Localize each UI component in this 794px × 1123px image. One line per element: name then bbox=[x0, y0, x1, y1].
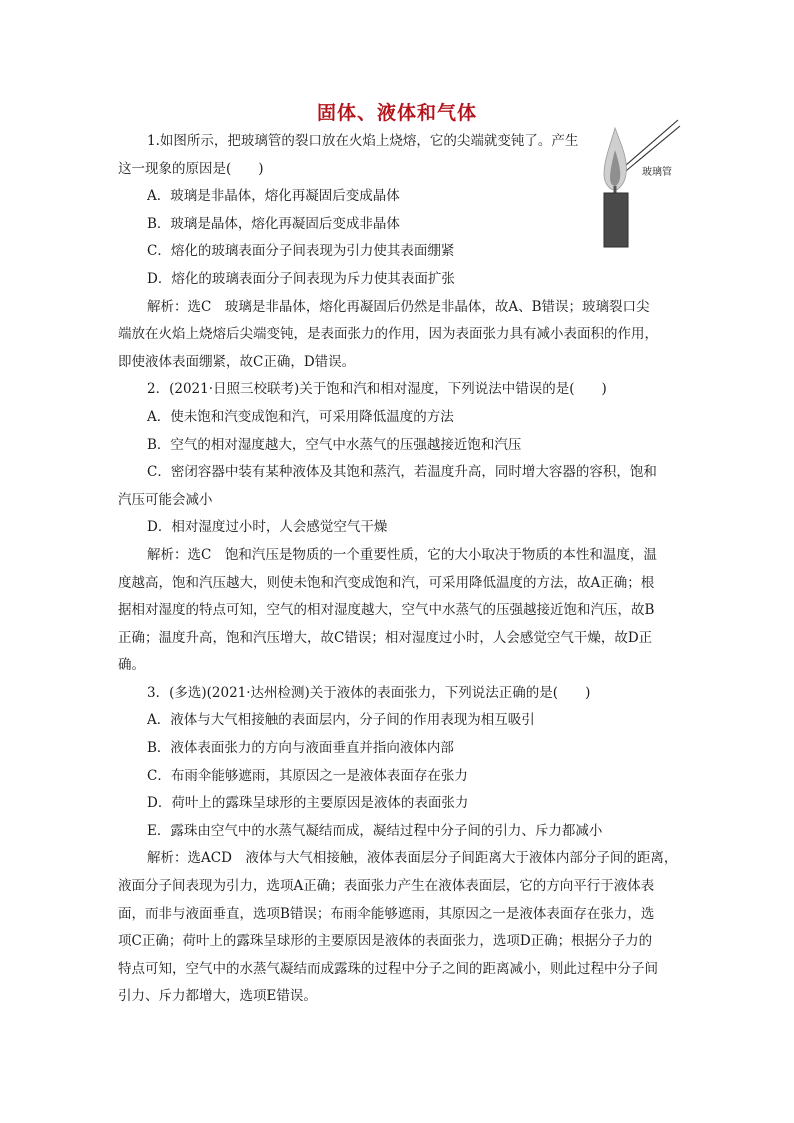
q3-answer-line-4: 项C正确；荷叶上的露珠呈球形的主要原因是液体的表面张力，选项D正确；根据分子力的 bbox=[118, 933, 653, 950]
q1-answer-line-3: 即使液体表面绷紧，故C正确，D错误。 bbox=[118, 353, 356, 370]
question-2 bbox=[118, 376, 678, 680]
q2-answer-line-1: 解析：选C 饱和汽压是物质的一个重要性质，它的大小取决于物质的本性和温度，温 bbox=[147, 546, 657, 563]
q3-option-d: D．荷叶上的露珠呈球形的主要原因是液体的表面张力 bbox=[147, 795, 469, 812]
q3-option-e: E．露珠由空气中的水蒸气凝结而成，凝结过程中分子间的引力、斥力都减小 bbox=[147, 822, 603, 839]
q1-answer-line-2: 端放在火焰上烧熔后尖端变钝，是表面张力的作用，因为表面张力具有减小表面积的作用， bbox=[118, 326, 658, 343]
figure-label-glass-tube: 玻璃管 bbox=[642, 167, 672, 178]
q1-stem-line-1: 1.如图所示，把玻璃管的裂口放在火焰上烧熔，它的尖端就变钝了。产生 bbox=[147, 133, 579, 149]
q3-option-c: C．布雨伞能够遮雨，其原因之一是液体表面存在张力 bbox=[147, 767, 468, 784]
q3-option-b: B．液体表面张力的方向与液面垂直并指向液体内部 bbox=[147, 740, 454, 757]
q2-answer-line-3: 据相对湿度的特点可知，空气的相对湿度越大，空气中水蒸气的压强越接近饱和汽压，故B bbox=[118, 602, 655, 619]
q2-answer-line-2: 度越高，饱和汽压越大，则使未饱和汽变成饱和汽，可采用降低温度的方法，故A正确；根 bbox=[118, 574, 655, 591]
q1-option-d: D．熔化的玻璃表面分子间表现为斥力使其表面扩张 bbox=[147, 270, 455, 287]
q1-stem-line-2: 这一现象的原因是( ) bbox=[118, 160, 264, 177]
q3-answer-line-5: 特点可知，空气中的水蒸气凝结而成露珠的过程中分子之间的距离减小，则此过程中分子间 bbox=[118, 960, 658, 977]
q3-answer-line-6: 引力、斥力都增大，选项E错误。 bbox=[118, 988, 317, 1005]
q1-answer-line-1: 解析：选C 玻璃是非晶体，熔化再凝固后仍然是非晶体，故A、B错误；玻璃裂口尖 bbox=[147, 298, 650, 315]
q1-option-b: B．玻璃是晶体，熔化再凝固后变成非晶体 bbox=[147, 215, 400, 232]
question-1 bbox=[118, 128, 678, 376]
q1-option-c: C．熔化的玻璃表面分子间表现为引力使其表面绷紧 bbox=[147, 243, 455, 260]
page-title: 固体、液体和气体 bbox=[316, 102, 477, 124]
q2-answer-line-4: 正确；温度升高，饱和汽压增大，故C错误；相对湿度过小时，人会感觉空气干燥，故D正 bbox=[118, 629, 653, 646]
q2-option-d: D．相对湿度过小时，人会感觉空气干燥 bbox=[147, 519, 388, 536]
question-3 bbox=[118, 680, 678, 1011]
q2-option-c-line-2: 汽压可能会减小 bbox=[118, 491, 213, 508]
q3-answer-line-1: 解析：选ACD 液体与大气相接触，液体表面层分子间距离大于液体内部分子间的距离， bbox=[147, 850, 678, 867]
document-body bbox=[118, 128, 678, 1011]
q1-option-a: A．玻璃是非晶体，熔化再凝固后变成晶体 bbox=[147, 188, 400, 205]
q3-answer-line-3: 面，而非与液面垂直，选项B错误；布雨伞能够遮雨，其原因之一是液体表面存在张力，选 bbox=[118, 905, 655, 922]
q2-option-c-line-1: C．密闭容器中装有某种液体及其饱和蒸汽，若温度升高，同时增大容器的容积，饱和 bbox=[147, 464, 657, 481]
q3-stem: 3．(多选)(2021·达州检测)关于液体的表面张力，下列说法正确的是( ) bbox=[147, 684, 591, 701]
q2-stem: 2．(2021·日照三校联考)关于饱和汽和相对湿度，下列说法中错误的是( ) bbox=[147, 381, 607, 398]
q3-option-a: A．液体与大气相接触的表面层内，分子间的作用表现为相互吸引 bbox=[147, 712, 535, 729]
q2-option-b: B．空气的相对湿度越大，空气中水蒸气的压强越接近饱和汽压 bbox=[147, 436, 522, 453]
q2-answer-line-5: 确。 bbox=[118, 657, 145, 674]
q3-answer-line-2: 液面分子间表现为引力，选项A正确；表面张力产生在液体表面层，它的方向平行于液体表 bbox=[118, 878, 655, 895]
q2-option-a: A．使未饱和汽变成饱和汽，可采用降低温度的方法 bbox=[147, 408, 454, 425]
